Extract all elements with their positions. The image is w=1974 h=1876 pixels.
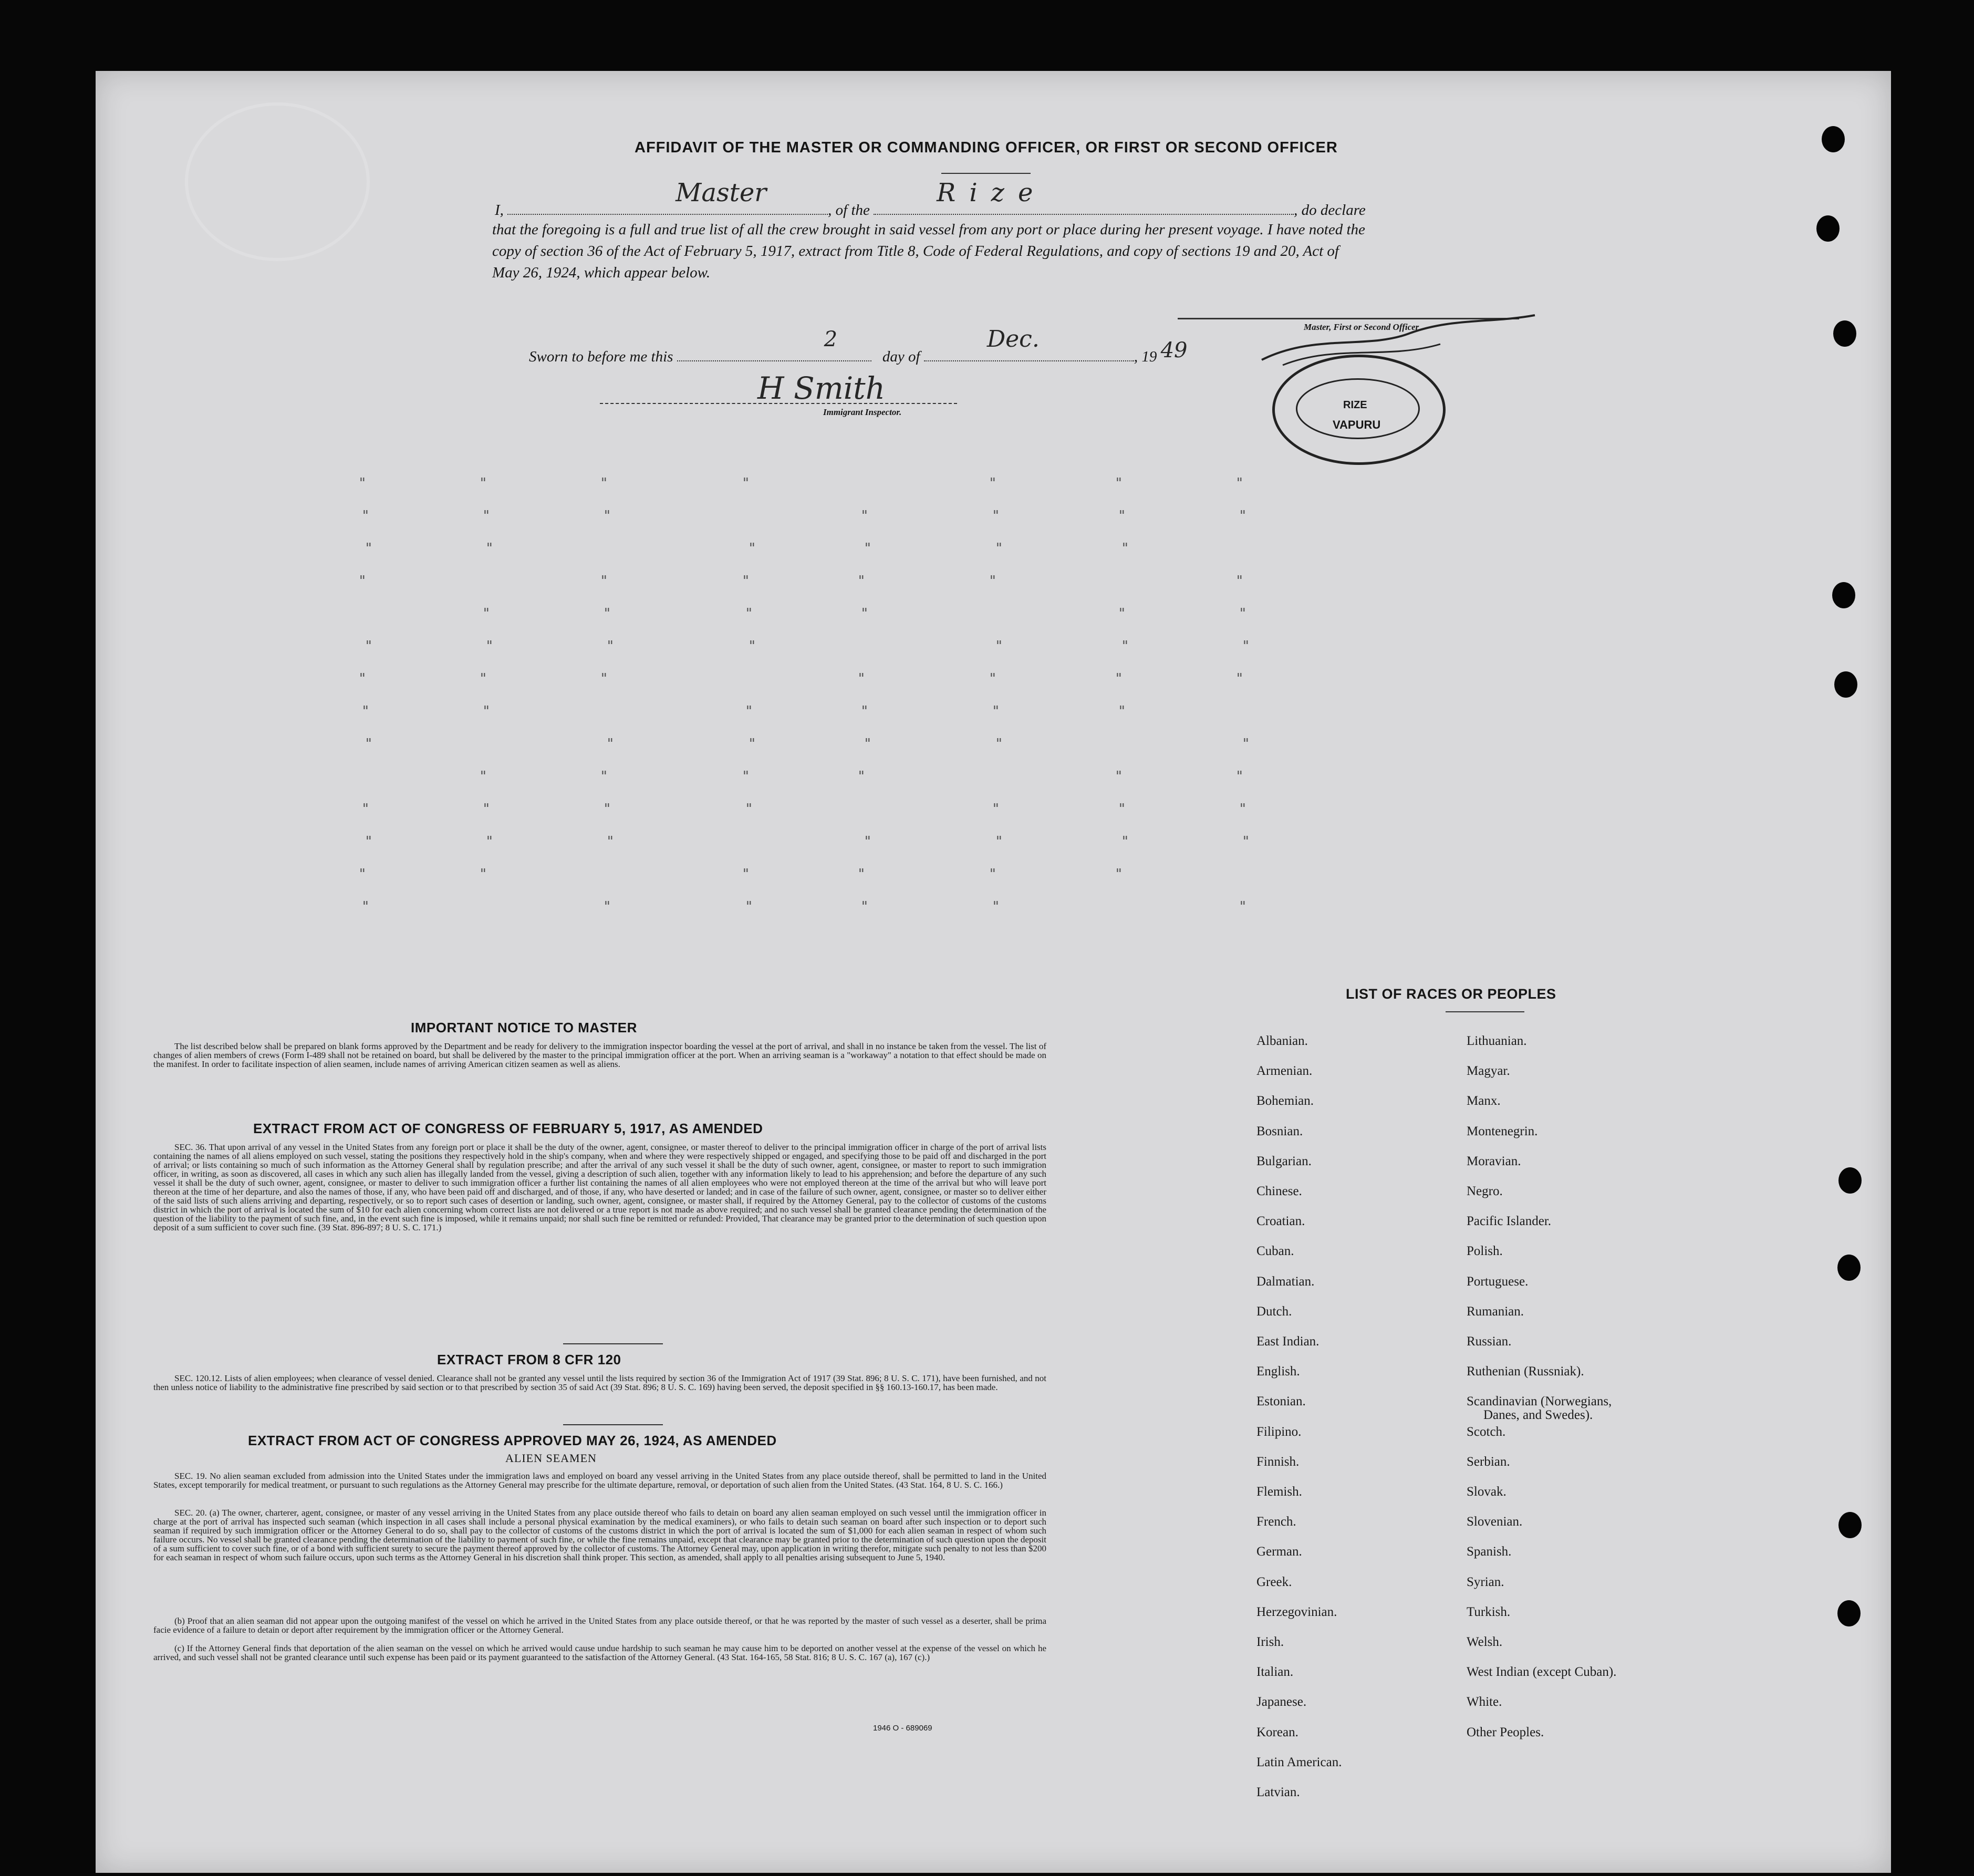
race-item: Bosnian.	[1256, 1124, 1303, 1138]
ditto-mark: "	[748, 736, 756, 752]
declaration-line3: copy of section 36 of the Act of February 5, 1917, extract from Title 8, Code of Federal Regulations, and copy of sections 19 and 20, Act of	[492, 243, 1339, 260]
divider-1	[563, 1343, 663, 1344]
ditto-mark: "	[600, 671, 608, 687]
ditto-mark: "	[1115, 769, 1123, 784]
ditto-mark: "	[742, 573, 750, 589]
ditto-mark: "	[748, 541, 756, 556]
ditto-mark: "	[358, 573, 367, 589]
race-item: East Indian.	[1256, 1334, 1320, 1349]
ditto-mark: "	[603, 606, 611, 621]
ditto-mark: "	[742, 866, 750, 882]
ditto-mark: "	[1242, 834, 1250, 849]
ditto-mark: "	[995, 834, 1003, 849]
ditto-mark: "	[742, 475, 750, 491]
ditto-mark: "	[745, 606, 753, 621]
race-item: Russian.	[1467, 1334, 1512, 1349]
ditto-mark: "	[857, 866, 866, 882]
ditto-mark: "	[1115, 671, 1123, 687]
ship-stamp	[1272, 355, 1446, 465]
sworn-label: Sworn to before me this	[529, 348, 673, 365]
stamp-name: RIZE	[1343, 399, 1367, 411]
extract1924-subtitle: ALIEN SEAMEN	[505, 1452, 597, 1465]
ditto-mark: "	[745, 703, 753, 719]
races-title: LIST OF RACES OR PEOPLES	[1346, 986, 1556, 1002]
race-item: Spanish.	[1467, 1545, 1512, 1559]
race-item: Dalmatian.	[1256, 1274, 1315, 1289]
sworn-line	[529, 326, 1188, 367]
sec19-text: SEC. 19. No alien seaman excluded from admission into the United States under the immigration laws and employed on board any vessel arriving in the United States from any place outside thereof, shall be permitted to land in the United States, except temporarily for medical treatment, or pursuant to such regulations as the Attorney General may prescribe for the ultimate departure, removal, or deportation of such alien from the United States. (43 Stat. 164, 8 U. S. C. 166.)	[153, 1471, 1046, 1490]
ditto-mark: "	[361, 801, 370, 817]
race-item: Croatian.	[1256, 1214, 1305, 1229]
race-item: Montenegrin.	[1467, 1124, 1538, 1138]
declaration-i: I,	[495, 202, 504, 219]
ditto-mark: "	[989, 866, 997, 882]
sec20c-text: (c) If the Attorney General finds that deportation of the alien seaman on the vessel on which he arrived would cause undue hardship to such seaman he may cause him to be deported on another vessel at the expense of the vessel on which he arrived, and such vessel shall not be granted clearance until such expense has been paid or its payment guaranteed to the satisfaction of the Attorney General. (43 Stat. 164-165, 58 Stat. 816; 8 U. S. C. 167 (a), 167 (c).)	[153, 1643, 1046, 1662]
vessel-field	[874, 178, 1294, 215]
ditto-mark: "	[365, 638, 373, 654]
race-item: White.	[1467, 1695, 1502, 1709]
ditto-mark: "	[485, 834, 494, 849]
extract1917-text: SEC. 36. That upon arrival of any vessel in the United States from any foreign port or place it shall be the duty of the owner, agent, consignee, or master thereof to deliver to the principal immigration officer in charge of the port of arrival lists containing the names of all aliens employed on such vessel, stating the positions they respectively hold in the ship's company, when and where they were respectively shipped or engaged, and specifying those to be paid off and discharged in the port of arrival; or lists containing so much of such information as the Attorney General shall by regulation prescribe; and after the arrival of any such vessel it shall be the duty of such owner, agent, consignee, or master to report to such immigration officer, in writing, as soon as discovered, all cases in which any such alien has illegally landed from the vessel, giving a description of such alien, together with any information likely to lead to his apprehension; and before the departure of any such vessel it shall be the duty of such owner, agent, consignee, or master to deliver to such immigration officer a further list containing the names of all alien employees who were not employed thereon at the time of the arrival but who will leave port thereon at the time of her departure, and also the names of those, if any, who have been paid off and discharged, and of those, if any, who have deserted or landed; and in case of the failure of such owner, agent, consignee, or master so to deliver either of the said lists of such aliens arriving and departing, respectively, or so to report such cases of desertion or landing, such owner, agent, consignee, or master shall, if required by the Attorney General, pay to the collector of customs of the customs district in which the port of arrival is located the sum of $10 for each alien concerning whom correct lists are not delivered or a true report is not made as above required; and no such vessel shall be granted clearance pending the determination of the question of the liability to the payment of such fine, and, in the event such fine is imposed, while it remains unpaid; nor shall such fine be remitted or refunded: Provided, That clearance may be granted prior to the determination of such question upon deposit of a sum sufficient to cover such fine. (39 Stat. 896-897; 8 U. S. C. 171.)	[153, 1142, 1046, 1232]
ditto-mark: "	[482, 801, 491, 817]
ditto-mark: "	[479, 475, 487, 491]
race-item: Finnish.	[1256, 1454, 1300, 1469]
race-item: Estonian.	[1256, 1394, 1306, 1409]
race-item: German.	[1256, 1545, 1302, 1559]
race-item: Danes, and Swedes).	[1483, 1408, 1593, 1423]
race-item: Negro.	[1467, 1184, 1503, 1198]
ditto-mark: "	[485, 638, 494, 654]
year-prefix: , 19	[1134, 348, 1157, 365]
ditto-mark: "	[992, 801, 1000, 817]
ditto-mark: "	[482, 703, 491, 719]
binder-hole	[1837, 1255, 1861, 1281]
race-item: Lithuanian.	[1467, 1034, 1527, 1048]
ditto-mark: "	[1118, 508, 1126, 524]
ditto-mark: "	[860, 899, 869, 915]
extract1917-title: EXTRACT FROM ACT OF CONGRESS OF FEBRUARY 5, 1917, AS AMENDED	[253, 1121, 763, 1136]
ditto-mark: "	[1242, 638, 1250, 654]
ditto-mark: "	[992, 703, 1000, 719]
ditto-mark: "	[857, 769, 866, 784]
race-item: Magyar.	[1467, 1064, 1510, 1079]
inspector-signature: H Smith	[757, 370, 885, 406]
ditto-mark: "	[1235, 671, 1244, 687]
cfr-title: EXTRACT FROM 8 CFR 120	[437, 1352, 621, 1367]
ditto-mark: "	[860, 606, 869, 621]
race-item: Irish.	[1256, 1635, 1284, 1649]
race-item: Rumanian.	[1467, 1304, 1524, 1319]
binder-hole	[1834, 671, 1857, 698]
races-title-underline	[1446, 1011, 1524, 1012]
notice-title: IMPORTANT NOTICE TO MASTER	[411, 1020, 637, 1035]
inspector-signature-line	[600, 403, 957, 404]
ditto-mark: "	[479, 671, 487, 687]
ditto-mark: "	[992, 899, 1000, 915]
race-item: Scandinavian (Norwegians,	[1467, 1394, 1612, 1409]
race-item: Korean.	[1256, 1725, 1298, 1739]
ditto-mark: "	[361, 899, 370, 915]
sec20a-text: SEC. 20. (a) The owner, charterer, agent, consignee, or master of any vessel arriving in the United States from any place outside thereof who fails to detain on board any alien seaman employed on such vessel until the immigration officer in charge at the port of arrival has inspected such seaman (which inspection in all cases shall include a personal physical examination by the medical examiners), or who fails to detain such seaman on board after such inspection or to deport such seaman if required by such immigration officer or the Attorney General to do so, shall pay to the collector of customs of the customs district in which the port of arrival is located the sum of $1,000 for each alien seaman in respect of whom such failure occurs. No vessel shall be granted clearance pending the determination of the liability to payment of such fine, or while the fine remains unpaid, except that clearance may be granted prior to the determination of such question upon the deposit of a sum sufficient to cover such fine, or of a bond with sufficient surety to secure the payment thereof approved by the collector of customs. The Attorney General may, upon application in writing therefor, mitigate such penalty to not less than $200 for each seaman in respect of whom such failure occurs, upon such terms as the Attorney General in his discretion shall think proper. This section, as amended, shall apply to all penalties arising subsequent to June 5, 1940.	[153, 1508, 1046, 1562]
ditto-mark: "	[1118, 606, 1126, 621]
race-item: West Indian (except Cuban).	[1467, 1665, 1617, 1680]
race-item: Cuban.	[1256, 1244, 1294, 1259]
race-item: Filipino.	[1256, 1424, 1302, 1439]
ditto-mark: "	[358, 866, 367, 882]
sworn-day-field	[677, 327, 871, 361]
ditto-mark: "	[860, 703, 869, 719]
ditto-mark: "	[1121, 638, 1129, 654]
declarant-handwritten: Master	[676, 178, 767, 208]
ditto-mark: "	[1118, 801, 1126, 817]
ditto-mark: "	[745, 801, 753, 817]
race-item: Moravian.	[1467, 1154, 1521, 1168]
manifest-page	[96, 71, 1891, 1873]
ditto-mark: "	[1235, 573, 1244, 589]
ditto-mark: "	[860, 508, 869, 524]
race-item: Albanian.	[1256, 1034, 1308, 1048]
declaration-line4: May 26, 1924, which appear below.	[492, 264, 711, 281]
race-item: Turkish.	[1467, 1604, 1511, 1619]
race-item: Scotch.	[1467, 1424, 1506, 1439]
sworn-month: Dec.	[986, 326, 1040, 353]
race-item: Syrian.	[1467, 1574, 1504, 1589]
ditto-mark: "	[1235, 769, 1244, 784]
vessel-handwritten: Rize	[937, 178, 1047, 208]
ditto-mark: "	[989, 671, 997, 687]
ditto-mark: "	[485, 541, 494, 556]
ditto-mark: "	[482, 606, 491, 621]
ditto-mark: "	[482, 508, 491, 524]
declarant-field	[507, 178, 828, 215]
affidavit-title: AFFIDAVIT OF THE MASTER OR COMMANDING OFFICER, OR FIRST OR SECOND OFFICER	[635, 139, 1338, 156]
race-item: Bulgarian.	[1256, 1154, 1312, 1168]
race-item: Pacific Islander.	[1467, 1214, 1552, 1229]
ditto-mark: "	[365, 834, 373, 849]
ditto-mark: "	[606, 736, 615, 752]
race-item: Welsh.	[1467, 1635, 1503, 1649]
race-item: Japanese.	[1256, 1695, 1307, 1709]
ditto-mark: "	[358, 475, 367, 491]
race-item: Greek.	[1256, 1574, 1292, 1589]
divider-2	[563, 1424, 663, 1425]
ditto-mark: "	[365, 541, 373, 556]
sworn-year: 49	[1160, 338, 1188, 362]
declaration-line2: that the foregoing is a full and true list of all the crew brought in said vessel from any port or place during her present voyage. I have noted the	[492, 221, 1365, 238]
ditto-mark: "	[992, 508, 1000, 524]
race-item: Serbian.	[1467, 1454, 1510, 1469]
ditto-mark: "	[606, 834, 615, 849]
ditto-mark: "	[864, 736, 872, 752]
do-declare-label: , do declare	[1294, 202, 1366, 219]
ditto-mark: "	[361, 508, 370, 524]
print-code: 1946 O - 689069	[873, 1724, 932, 1733]
binder-hole	[1833, 320, 1856, 347]
race-item: Flemish.	[1256, 1485, 1302, 1499]
ditto-mark: "	[857, 573, 866, 589]
race-item: Latvian.	[1256, 1785, 1300, 1799]
extract1924-title: EXTRACT FROM ACT OF CONGRESS APPROVED MAY 26, 1924, AS AMENDED	[248, 1433, 777, 1448]
inspector-caption: Immigrant Inspector.	[823, 407, 902, 417]
title-underline	[941, 173, 1031, 174]
ditto-mark: "	[989, 573, 997, 589]
ditto-mark: "	[857, 671, 866, 687]
race-item: Bohemian.	[1256, 1094, 1314, 1108]
ditto-mark: "	[745, 899, 753, 915]
race-item: Armenian.	[1256, 1064, 1313, 1079]
ditto-mark: "	[361, 703, 370, 719]
officer-caption: Master, First or Second Officer	[1304, 322, 1419, 332]
ditto-mark: "	[479, 866, 487, 882]
ditto-mark: "	[1115, 475, 1123, 491]
binder-hole	[1838, 1167, 1862, 1194]
ditto-mark: "	[742, 769, 750, 784]
ditto-mark: "	[1121, 541, 1129, 556]
ditto-mark: "	[1239, 508, 1247, 524]
sec20b-text: (b) Proof that an alien seaman did not appear upon the outgoing manifest of the vessel on which he arrived in the United States from any place outside thereof, or that he was reported by the master of such vessel as a deserter, shall be prima facie evidence of a failure to detain or deport after requirement by the immigration officer or the Attorney General.	[153, 1616, 1046, 1635]
race-item: French.	[1256, 1515, 1296, 1529]
race-item: Dutch.	[1256, 1304, 1292, 1319]
binder-hole	[1822, 126, 1845, 152]
ditto-mark: "	[600, 475, 608, 491]
ditto-mark: "	[603, 899, 611, 915]
binder-hole	[1816, 215, 1840, 242]
ditto-mark: "	[1118, 703, 1126, 719]
ditto-mark: "	[365, 736, 373, 752]
binder-hole	[1837, 1600, 1861, 1626]
race-item: Slovak.	[1467, 1485, 1507, 1499]
ditto-mark: "	[600, 769, 608, 784]
ditto-mark: "	[995, 736, 1003, 752]
race-item: Portuguese.	[1467, 1274, 1529, 1289]
sworn-day: 2	[824, 327, 838, 351]
race-item: Polish.	[1467, 1244, 1503, 1259]
sworn-month-field	[924, 326, 1134, 361]
cfr-text: SEC. 120.12. Lists of alien employees; when clearance of vessel denied. Clearance shall not be granted any vessel until the lists required by section 36 of the Immigration Act of 1917 (39 Stat. 896; 8 U. S. C. 171), have been furnished, and not then unless notice of liability to the administrative fine prescribed by said section or to that prescribed by section 35 of said Act (39 Stat. 896; 8 U. S. C. 169) having been served, the deposit specified in §§ 160.13-160.17, has been made.	[153, 1373, 1046, 1392]
ditto-mark: "	[479, 769, 487, 784]
ditto-mark: "	[1235, 475, 1244, 491]
stamp-word: VAPURU	[1333, 418, 1381, 431]
ditto-mark: "	[600, 573, 608, 589]
ditto-mark: "	[864, 541, 872, 556]
ditto-mark: "	[1239, 801, 1247, 817]
ditto-mark: "	[748, 638, 756, 654]
ditto-mark: "	[995, 638, 1003, 654]
ditto-mark: "	[606, 638, 615, 654]
binder-hole	[1832, 582, 1855, 608]
ditto-mark: "	[603, 801, 611, 817]
race-item: Chinese.	[1256, 1184, 1302, 1198]
embossed-seal	[185, 102, 370, 261]
race-item: Manx.	[1467, 1094, 1501, 1108]
day-of-label: day of	[882, 348, 920, 365]
ditto-mark: "	[358, 671, 367, 687]
ditto-mark: "	[603, 508, 611, 524]
race-item: English.	[1256, 1364, 1300, 1379]
race-item: Other Peoples.	[1467, 1725, 1544, 1739]
ditto-mark: "	[989, 475, 997, 491]
ditto-mark: "	[1239, 606, 1247, 621]
ditto-mark: "	[1239, 899, 1247, 915]
race-item: Herzegovinian.	[1256, 1604, 1337, 1619]
race-item: Slovenian.	[1467, 1515, 1523, 1529]
ditto-mark: "	[1121, 834, 1129, 849]
ditto-mark: "	[864, 834, 872, 849]
binder-hole	[1838, 1512, 1862, 1538]
ditto-mark: "	[995, 541, 1003, 556]
notice-text: The list described below shall be prepared on blank forms approved by the Department and be ready for delivery to the immigration inspector boarding the vessel at the port of arrival, and shall in no instance be taken from the vessel. The list of changes of alien members of crews (Form I-489 shall not be retained on board, but shall be delivered by the master to the principal immigration officer at the port. When an arriving seaman is a "workaway" a notation to that effect should be made on the manifest. In order to facilitate inspection of alien seamen, include names of arriving American citizen seamen as well as aliens.	[153, 1041, 1046, 1069]
race-item: Ruthenian (Russniak).	[1467, 1364, 1584, 1379]
race-item: Latin American.	[1256, 1755, 1342, 1769]
of-the-label: , of the	[828, 202, 870, 219]
declaration-line1	[495, 178, 1366, 221]
ditto-mark: "	[1115, 866, 1123, 882]
race-item: Italian.	[1256, 1665, 1294, 1680]
ditto-mark: "	[1242, 736, 1250, 752]
